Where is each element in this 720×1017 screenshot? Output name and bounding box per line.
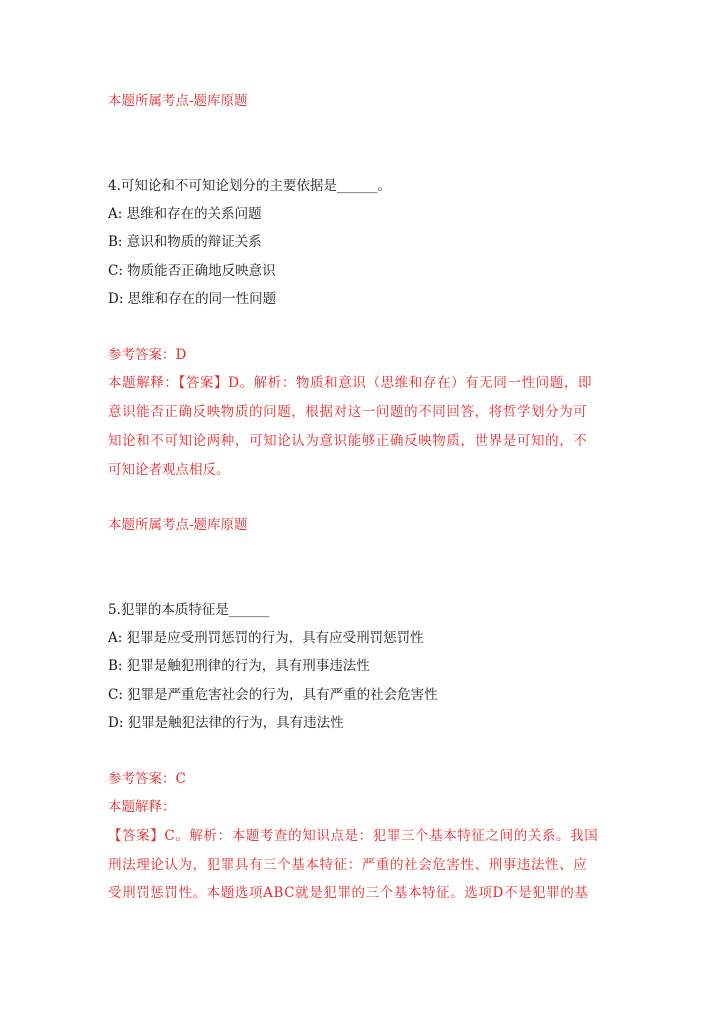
explanation-line: 本题解释：【答案】D。解析：物质和意识（思维和存在）有无同一性问题，即 (108, 375, 593, 391)
explanation-title: 本题解释： (108, 799, 176, 815)
explanation-line: 意识能否正确反映物质的问题，根据对这一问题的不同回答，将哲学划分为可 (108, 404, 588, 420)
question-stem: 5.犯罪的本质特征是______ (108, 602, 270, 618)
option-c: C: 物质能否正确地反映意识 (108, 263, 276, 279)
answer: 参考答案：D (108, 347, 187, 363)
option-a: A: 思维和存在的关系问题 (108, 206, 262, 222)
answer: 参考答案：C (108, 771, 186, 787)
option-c: C: 犯罪是严重危害社会的行为，具有严重的社会危害性 (108, 687, 438, 703)
explanation-line: 【答案】C。解析：本题考查的知识点是：犯罪三个基本特征之间的关系。我国 (108, 828, 599, 844)
option-b: B: 犯罪是触犯刑律的行为，具有刑事违法性 (108, 658, 370, 674)
explanation-line: 可知论者观点相反。 (108, 462, 230, 478)
source-label: 本题所属考点-题库原题 (108, 517, 248, 533)
explanation-line: 受刑罚惩罚性。本题选项ABC就是犯罪的三个基本特征。选项D不是犯罪的基 (108, 885, 589, 901)
option-d: D: 思维和存在的同一性问题 (108, 291, 277, 307)
explanation-line: 刑法理论认为，犯罪具有三个基本特征：严重的社会危害性、刑事违法性、应 (108, 857, 588, 873)
explanation-line: 知论和不可知论两种，可知论认为意识能够正确反映物质，世界是可知的，不 (108, 433, 588, 449)
source-label: 本题所属考点-题库原题 (108, 93, 248, 109)
option-d: D: 犯罪是触犯法律的行为，具有违法性 (108, 715, 344, 731)
question-stem: 4.可知论和不可知论划分的主要依据是______。 (108, 178, 391, 194)
option-b: B: 意识和物质的辩证关系 (108, 234, 262, 250)
option-a: A: 犯罪是应受刑罚惩罚的行为，具有应受刑罚惩罚性 (108, 630, 424, 646)
